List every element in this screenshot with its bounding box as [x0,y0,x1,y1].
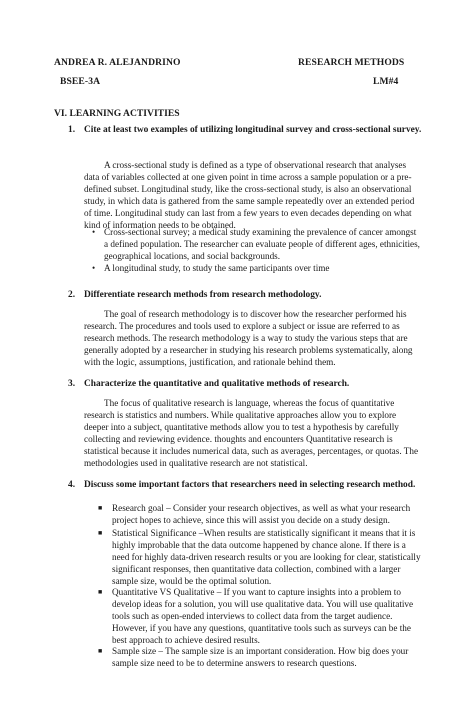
square-bullet-icon: ■ [98,504,103,512]
bullet-icon: • [92,263,96,273]
answer-4-bullet: ■ Research goal – Consider your research objectives, as well as what your research project hopes to achieve, since this will assist you decide on a study design. [98,503,411,525]
question-number: 4. [68,480,76,490]
course-title: RESEARCH METHODS [298,57,405,68]
square-bullet-icon: ■ [98,647,103,655]
answer-1-bullet: • Cross-sectional survey; a medical study examining the prevalence of cancer amongst a defined population. The researcher can evaluate people of different ages, ethnicities, geographical locations, and social backgrounds. [92,227,420,261]
module-code: LM#4 [373,76,399,87]
section-title: VI. LEARNING ACTIVITIES [54,108,180,119]
square-bullet-icon: ■ [98,529,103,537]
question-text: Discuss some important factors that researchers need in selecting research method. [84,480,416,490]
question-text: Cite at least two examples of utilizing longitudinal survey and cross-sectional survey. [84,125,422,135]
answer-3-paragraph: The focus of qualitative research is language, whereas the focus of quantitative research is statistics and numbers. While qualitative approaches allow you to explore deeper into a subject, quantitative methods allow you to test a hypothesis by carefully collecting and reviewing evidence. thoughts and encounters Quantitative research is statistical because it includes numerical data, such as averages, percentages, or quotas. The methodologies used in qualitative research are not statistical. [84,398,419,468]
author-name: ANDREA R. ALEJANDRINO [54,57,181,68]
answer-2-paragraph: The goal of research methodology is to discover how the researcher performed his research. The procedures and tools used to explore a subject or issue are referred to as research methods. The research methodology is a way to study the various steps that are generally adopted by a researcher in studying his research problems systematically, along with the logic, assumptions, justification, and rationale behind them. [84,309,413,367]
question-number: 1. [68,125,76,135]
square-bullet-icon: ■ [98,588,103,596]
question-text: Differentiate research methods from research methodology. [84,290,322,300]
answer-1-bullet: • A longitudinal study, to study the same participants over time [92,263,330,273]
answer-1-paragraph: A cross-sectional study is defined as a type of observational research that analyses data of variables collected at one given point in time across a sample population or a pre-defined subset. Longitudinal study, like the cross-sectional study, is also an observational study, in which data is gathered from the same sample repeatedly over an extended period of time. Longitudinal study can last from a few years to even decades depending on what kind of information needs to be obtained. [84,160,415,230]
bullet-icon: • [92,227,96,237]
section-code: BSEE-3A [60,76,101,87]
answer-4-bullet: ■ Sample size – The sample size is an important consideration. How big does your sample size need to be to determine answers to research questions. [98,646,409,668]
question-number: 2. [68,290,76,300]
question-number: 3. [68,379,76,389]
question-text: Characterize the quantitative and qualitative methods of research. [84,379,350,389]
answer-4-bullet: ■ Statistical Significance –When results are statistically significant it means that it is highly improbable that the data outcome happened by chance alone. If there is a need for highly data-driven research results or you are looking for clear, statistically significant responses, then quantitative data collection, combined with a larger sample size, would be the optimal solution. [98,528,421,586]
answer-4-bullet: ■ Quantitative VS Qualitative – If you want to capture insights into a problem to develop ideas for a solution, you will use qualitative data. You will use qualitative tools such as open-ended interviews to collect data from the target audience. However, if you have any questions, quantitative tools such as surveys can be the best approach to achieve desired results. [98,587,414,645]
